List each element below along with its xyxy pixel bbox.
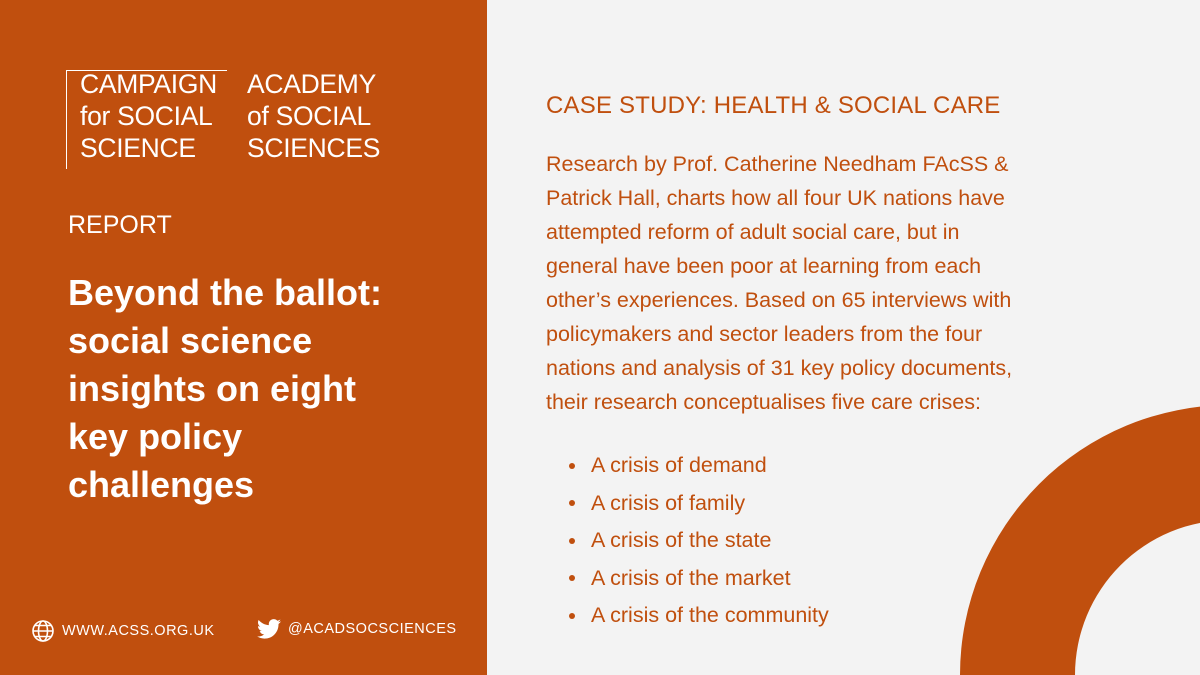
list-item bbox=[569, 485, 829, 523]
academy-logo-line: of SOCIAL bbox=[247, 101, 371, 131]
bullet-icon bbox=[569, 613, 575, 619]
right-panel bbox=[487, 0, 1200, 675]
title-line: insights on eight bbox=[68, 368, 356, 409]
twitter-handle: @ACADSOCSCIENCES bbox=[288, 621, 457, 637]
title-line: Beyond the ballot: bbox=[68, 272, 382, 313]
campaign-logo-line: SCIENCE bbox=[80, 133, 196, 163]
body-line: policymakers and sector leaders from the four bbox=[546, 322, 983, 346]
crisis-label: A crisis of demand bbox=[591, 453, 767, 477]
list-item bbox=[569, 522, 829, 560]
crisis-label: A crisis of the state bbox=[591, 528, 772, 552]
website-text: WWW.ACSS.ORG.UK bbox=[62, 623, 215, 639]
crisis-label: A crisis of family bbox=[591, 490, 746, 515]
body-line: attempted reform of adult social care, but in bbox=[546, 220, 960, 244]
academy-logo-line: SCIENCES bbox=[247, 133, 381, 163]
globe-icon bbox=[31, 619, 55, 643]
case-study-body bbox=[546, 147, 1186, 419]
twitter-bird-icon bbox=[257, 619, 281, 639]
body-line: Research by Prof. Catherine Needham FAcSS & bbox=[546, 152, 1009, 176]
bullet-icon bbox=[569, 500, 575, 506]
academy-logo bbox=[247, 68, 380, 164]
title-line: social science bbox=[68, 320, 313, 361]
report-label: REPORT bbox=[68, 211, 172, 239]
campaign-logo-line: for SOCIAL bbox=[80, 101, 213, 131]
list-item bbox=[569, 597, 829, 635]
website-link[interactable] bbox=[31, 619, 215, 643]
body-line: general have been poor at learning from each bbox=[546, 254, 982, 278]
bullet-icon bbox=[569, 538, 575, 544]
crisis-list bbox=[569, 447, 829, 635]
body-line: their research conceptualises five care crises: bbox=[546, 390, 981, 414]
twitter-link[interactable] bbox=[257, 619, 457, 639]
report-title bbox=[68, 269, 468, 509]
bullet-icon bbox=[569, 575, 575, 581]
campaign-logo-line: CAMPAIGN bbox=[80, 69, 217, 99]
body-line: Patrick Hall, charts how all four UK nations have bbox=[546, 186, 1005, 210]
body-line: other’s experiences. Based on 65 interviews with bbox=[546, 288, 1012, 312]
bullet-icon bbox=[569, 463, 575, 469]
list-item bbox=[569, 447, 829, 485]
campaign-logo bbox=[80, 68, 217, 164]
academy-logo-line: ACADEMY bbox=[247, 69, 376, 99]
left-panel bbox=[0, 0, 487, 675]
crisis-label: A crisis of the market bbox=[591, 565, 791, 590]
case-study-heading: CASE STUDY: HEALTH & SOCIAL CARE bbox=[546, 92, 1001, 119]
body-line: nations and analysis of 31 key policy documents, bbox=[546, 356, 1013, 380]
crisis-label: A crisis of the community bbox=[591, 603, 829, 627]
list-item bbox=[569, 560, 829, 598]
title-line: challenges bbox=[68, 464, 255, 505]
title-line: key policy bbox=[68, 416, 243, 457]
